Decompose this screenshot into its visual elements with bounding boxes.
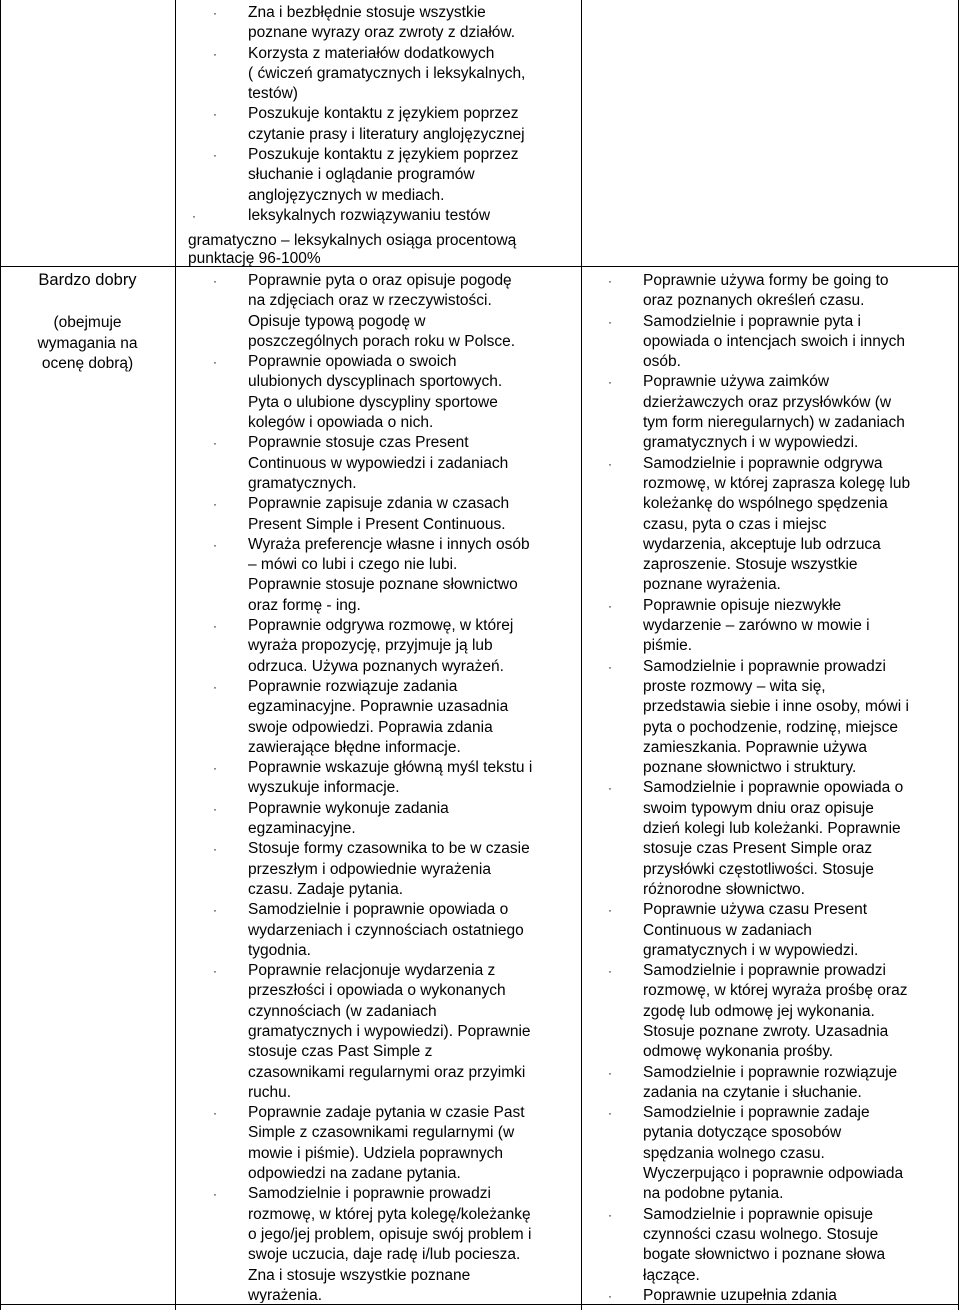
- item-line: Poprawnie opowiada o swoich: [248, 353, 457, 371]
- item-line: łączące.: [643, 1266, 700, 1284]
- item-line: oraz poznanych określeń czasu.: [643, 292, 865, 310]
- item-line: przysłówki częstotliwości. Stosuje: [643, 860, 874, 878]
- item-line: ruchu.: [248, 1083, 292, 1101]
- item-line: Pyta o ulubione dyscypliny sportowe: [248, 393, 498, 411]
- bullet-marker: ·: [608, 903, 612, 918]
- item-line: Samodzielnie i poprawnie rozwiązuje: [643, 1063, 898, 1081]
- item-line: Poprawnie odgrywa rozmowę, w której: [248, 617, 514, 635]
- item-line: Present Simple i Present Continuous.: [248, 515, 506, 533]
- item-line: pytania dotyczące sposobów: [643, 1124, 842, 1142]
- list-item: [583, 1103, 955, 1204]
- item-line: gramatycznych.: [248, 474, 357, 492]
- item-line: proste rozmowy – wita się,: [643, 677, 826, 695]
- item-line: bogate słownictwo i poznane słowa: [643, 1246, 886, 1264]
- item-line: Poszukuje kontaktu z językiem poprzez: [248, 146, 519, 164]
- item-line: słuchanie i oglądanie programów: [248, 166, 475, 184]
- list-item: [188, 271, 578, 312]
- list-item: [188, 352, 578, 393]
- bullet-marker: ·: [608, 964, 612, 979]
- item-line: rozmowę, w której zaprasza kolegę lub: [643, 474, 911, 492]
- item-line: rozmowę, w której wyraża prośbę oraz: [643, 982, 908, 1000]
- item-line: Samodzielnie i poprawnie pyta i: [643, 312, 861, 330]
- item-line: przedstawia siebie i inne osoby, mówi i: [643, 698, 909, 716]
- item-line: poznane słownictwo i struktury.: [643, 759, 857, 777]
- item-line: Poprawnie używa czasu Present: [643, 901, 868, 919]
- bullet-marker: ·: [213, 355, 217, 370]
- item-line: czynności czasu wolnego. Stosuje: [643, 1225, 879, 1243]
- right-column: [583, 271, 955, 1303]
- item-line: mowie i piśmie). Udziela poprawnych: [248, 1144, 503, 1162]
- bullet-marker: ·: [213, 903, 217, 918]
- item-line: swoje odpowiedzi. Poprawia zdania: [248, 718, 493, 736]
- item-line: zgodę lub odmowę jej wykonania.: [643, 1002, 875, 1020]
- item-line: Poprawnie uzupełnia zdania: [643, 1286, 837, 1303]
- item-line: Poprawnie rozwiązuje zadania: [248, 677, 458, 695]
- bullet-marker: ·: [608, 659, 612, 674]
- item-line: Zna i bezbłędnie stosuje wszystkie: [248, 4, 486, 21]
- bullet-marker: ·: [213, 148, 217, 163]
- list-item: [583, 1286, 955, 1303]
- item-line: czasu, pyta o czas i miejsc: [643, 515, 827, 533]
- list-item: [188, 961, 578, 1103]
- item-line: Poszukuje kontaktu z językiem poprzez: [248, 105, 519, 123]
- bullet-marker: ·: [213, 1106, 217, 1121]
- item-line: koleżankę do wspólnego spędzenia: [643, 495, 888, 513]
- item-line: tygodnia.: [248, 941, 311, 959]
- item-line: Poprawnie wskazuje główną myśl tekstu i: [248, 759, 533, 777]
- item-line: pyta o pochodzenie, rodzinę, miejsce: [643, 718, 899, 736]
- item-line: Poprawnie zapisuje zdania w czasach: [248, 495, 510, 513]
- row-divider: [0, 266, 959, 267]
- table-border-right: [958, 0, 959, 1310]
- bullet-marker: ·: [192, 208, 196, 223]
- table-border-left: [0, 0, 1, 1310]
- item-line: Poprawnie wykonuje zadania: [248, 799, 449, 817]
- item-line: odrzuca. Używa poznanych wyrażeń.: [248, 657, 504, 675]
- bullet-marker: ·: [213, 679, 217, 694]
- grade-subtitle-line: ocenę dobrą): [41, 355, 134, 372]
- list-item: [188, 206, 578, 226]
- grade-subtitle-line: wymagania na: [37, 334, 138, 352]
- list-item: [188, 799, 578, 840]
- item-line: Stosuje formy czasownika to be w czasie: [248, 840, 530, 858]
- list-item: [188, 494, 578, 535]
- item-line: wydarzenia, akceptuje lub odrzuca: [643, 535, 881, 553]
- item-line: testów): [248, 85, 298, 103]
- item-line: wydarzeniach i czynnościach ostatniego: [248, 921, 524, 939]
- item-line: Opisuje typową pogodę w: [248, 312, 426, 330]
- grade-subtitle-line: (obejmuje: [53, 314, 122, 331]
- list-item: [583, 961, 955, 1062]
- item-line: Samodzielnie i poprawnie prowadzi: [643, 657, 886, 675]
- item-line: zaproszenie. Stosuje wszystkie: [643, 556, 858, 574]
- list-item: [583, 454, 955, 596]
- item-line: anglojęzycznych w mediach.: [248, 186, 445, 204]
- list-item: [583, 372, 955, 453]
- item-line: swoje uczucia, daje radę i/lub pociesza.: [248, 1246, 521, 1264]
- list-item: [583, 1063, 955, 1104]
- item-line: Korzysta z materiałów dodatkowych: [248, 44, 495, 62]
- bullet-marker: ·: [213, 497, 217, 512]
- item-line: leksykalnych rozwiązywaniu testów: [248, 206, 491, 224]
- content-column-divider: [581, 0, 582, 1310]
- item-line: przeszłości i opowiada o wykonanych: [248, 982, 506, 1000]
- item-line: stosuje czas Present Simple oraz: [643, 840, 873, 858]
- grade-subtitle: [0, 313, 175, 375]
- item-line: odmowę wykonania prośby.: [643, 1043, 834, 1061]
- item-line: dzierżawczych oraz przysłówków (w: [643, 393, 892, 411]
- bullet-marker: ·: [213, 801, 217, 816]
- bullet-marker: ·: [213, 107, 217, 122]
- item-line: czytanie prasy i literatury anglojęzycznej: [248, 125, 525, 143]
- item-line: rozmowę, w której pyta kolegę/koleżankę: [248, 1205, 531, 1223]
- item-line: gramatycznych i w wypowiedzi.: [643, 941, 859, 959]
- item-line: piśmie.: [643, 637, 693, 655]
- item-line: stosuje czas Past Simple z: [248, 1043, 433, 1061]
- item-line: spędzania wolnego czasu.: [643, 1144, 825, 1162]
- item-line: Poprawnie pyta o oraz opisuje pogodę: [248, 272, 512, 289]
- item-line: poznane wyrazy oraz zwroty z działów.: [248, 24, 516, 42]
- item-line: zadania na czytanie i słuchanie.: [643, 1083, 862, 1101]
- item-line: kolegów i opowiada o nich.: [248, 414, 434, 432]
- list-item: [188, 1184, 578, 1303]
- list-item: [583, 271, 955, 312]
- list-item-continuation: [188, 312, 578, 353]
- item-line: dzień kolegi lub koleżanki. Poprawnie: [643, 820, 901, 838]
- bullet-marker: ·: [608, 598, 612, 613]
- item-line: Poprawnie używa zaimków: [643, 373, 830, 391]
- item-line: gramatycznych i w wypowiedzi.: [643, 434, 859, 452]
- item-line: Poprawnie stosuje czas Present: [248, 434, 469, 452]
- item-line: osób.: [643, 353, 681, 371]
- item-line: opowiada o intencjach swoich i innych: [643, 332, 905, 350]
- item-line: poznane wyrażenia.: [643, 576, 781, 594]
- item-line: wyraża propozycję, przyjmuje ją lub: [248, 637, 493, 655]
- bullet-marker: ·: [213, 964, 217, 979]
- bullet-marker: ·: [213, 537, 217, 552]
- list-item: [188, 758, 578, 799]
- item-line: różnorodne słownictwo.: [643, 880, 805, 898]
- item-line: Continuous w zadaniach: [643, 921, 812, 939]
- list-item: [188, 433, 578, 494]
- list-item: [188, 900, 578, 961]
- item-line: czynnościach (w zadaniach: [248, 1002, 437, 1020]
- list-item: [583, 778, 955, 900]
- item-line: Samodzielnie i poprawnie odgrywa: [643, 454, 883, 472]
- item-line: Samodzielnie i poprawnie opisuje: [643, 1205, 874, 1223]
- item-line: Zna i stosuje wszystkie poznane: [248, 1266, 471, 1284]
- list-item: [583, 900, 955, 961]
- item-line: ulubionych dyscyplinach sportowych.: [248, 373, 503, 391]
- list-item: [188, 104, 578, 145]
- bullet-marker: ·: [608, 1065, 612, 1080]
- item-line: Samodzielnie i poprawnie prowadzi: [248, 1185, 491, 1203]
- grade-title: Bardzo dobry: [38, 271, 137, 289]
- tail-line: gramatyczno – leksykalnych osiąga procentową: [188, 232, 517, 249]
- item-line: wydarzenie – zarówno w mowie i: [643, 617, 870, 635]
- middle-column: [188, 271, 578, 1303]
- bullet-marker: ·: [213, 436, 217, 451]
- bullet-marker: ·: [213, 842, 217, 857]
- bullet-marker: ·: [608, 456, 612, 471]
- item-line: zawierające błędne informacje.: [248, 738, 461, 756]
- list-item: [583, 596, 955, 657]
- list-item: [188, 145, 578, 206]
- bullet-marker: ·: [608, 1106, 612, 1121]
- item-line: Poprawnie używa formy be going to: [643, 272, 889, 289]
- list-item: [583, 312, 955, 373]
- bullet-marker: ·: [608, 781, 612, 796]
- grade-column-divider: [175, 0, 176, 1310]
- item-line: o jego/jej problem, opisuje swój problem i: [248, 1225, 532, 1243]
- list-item: [188, 1103, 578, 1184]
- bullet-marker: ·: [608, 274, 612, 288]
- top-section: [188, 3, 578, 226]
- table-border-bottom: [0, 1304, 959, 1305]
- item-line: Samodzielnie i poprawnie opowiada o: [643, 779, 904, 797]
- item-line: Samodzielnie i poprawnie prowadzi: [643, 962, 886, 980]
- item-line: egzaminacyjne.: [248, 820, 356, 838]
- bullet-marker: ·: [213, 619, 217, 634]
- item-line: Wyraża preferencje własne i innych osób: [248, 535, 530, 553]
- list-item: [188, 535, 578, 576]
- item-line: egzaminacyjne. Poprawnie uzasadnia: [248, 698, 509, 716]
- list-item: [188, 677, 578, 758]
- item-line: ( ćwiczeń gramatycznych i leksykalnych,: [248, 64, 526, 82]
- item-line: – mówi co lubi i czego nie lubi.: [248, 556, 458, 574]
- bullet-marker: ·: [608, 1288, 612, 1303]
- list-item: [188, 3, 578, 44]
- bullet-marker: ·: [213, 1187, 217, 1202]
- bullet-marker: ·: [213, 274, 217, 288]
- list-item: [583, 657, 955, 779]
- list-item-continuation: [188, 575, 578, 616]
- bullet-marker: ·: [608, 314, 612, 329]
- item-line: Samodzielnie i poprawnie opowiada o: [248, 901, 509, 919]
- item-line: Poprawnie opisuje niezwykłe: [643, 596, 842, 614]
- list-item: [188, 616, 578, 677]
- bullet-marker: ·: [213, 761, 217, 776]
- bullet-marker: ·: [213, 46, 217, 61]
- list-item: [583, 1205, 955, 1286]
- item-line: Poprawnie stosuje poznane słownictwo: [248, 576, 518, 594]
- item-line: gramatycznych i wypowiedzi). Poprawnie: [248, 1022, 531, 1040]
- item-line: na podobne pytania.: [643, 1185, 784, 1203]
- item-line: Continuous w wypowiedzi i zadaniach: [248, 454, 509, 472]
- list-item: [188, 44, 578, 105]
- item-line: Wyczerpująco i poprawnie odpowiada: [643, 1165, 904, 1183]
- item-line: wyrażenia.: [248, 1286, 323, 1303]
- bullet-marker: ·: [608, 1207, 612, 1222]
- bullet-marker: ·: [213, 6, 217, 20]
- item-line: na zdjęciach oraz w rzeczywistości.: [248, 292, 492, 310]
- bullet-marker: ·: [608, 375, 612, 390]
- item-line: swoim typowym dniu oraz opisuje: [643, 799, 874, 817]
- item-line: Stosuje poznane zwroty. Uzasadnia: [643, 1022, 889, 1040]
- item-line: zamieszkania. Poprawnie używa: [643, 738, 867, 756]
- item-line: Simple z czasownikami regularnymi (w: [248, 1124, 515, 1142]
- item-line: tym form nieregularnych) w zadaniach: [643, 414, 905, 432]
- item-line: poszczególnych porach roku w Polsce.: [248, 332, 516, 350]
- item-line: odpowiedzi na zadane pytania.: [248, 1165, 461, 1183]
- item-line: czasownikami regularnymi oraz przyimki: [248, 1063, 526, 1081]
- item-line: Poprawnie relacjonuje wydarzenia z: [248, 962, 496, 980]
- item-line: Poprawnie zadaje pytania w czasie Past: [248, 1104, 525, 1122]
- item-line: oraz formę - ing.: [248, 596, 361, 614]
- item-line: Samodzielnie i poprawnie zadaje: [643, 1104, 870, 1122]
- list-item: [188, 839, 578, 900]
- list-item-continuation: [188, 393, 578, 434]
- tail-line: punktację 96-100%: [188, 250, 321, 266]
- item-line: przeszłym i odpowiednie wyrażenia: [248, 860, 491, 878]
- top-section-tail: [188, 232, 578, 266]
- item-line: wyszukuje informacje.: [248, 779, 400, 797]
- item-line: czasu. Zadaje pytania.: [248, 880, 404, 898]
